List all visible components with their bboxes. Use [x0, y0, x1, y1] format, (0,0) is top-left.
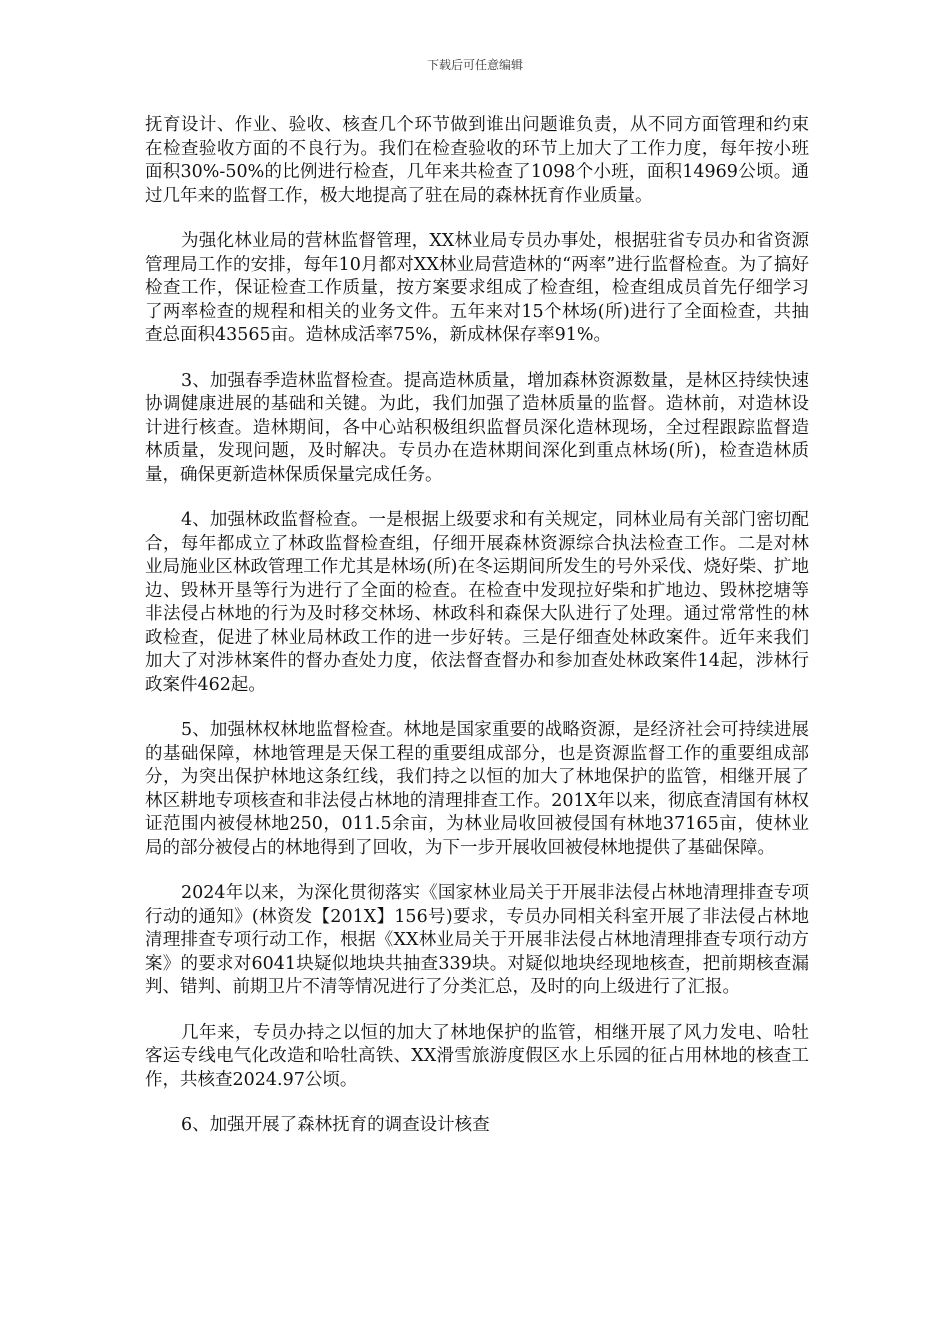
- paragraph-2: 为强化林业局的营林监督管理，XX林业局专员办事处，根据驻省专员办和省资源管理局工作的安排，每年10月都对XX林业局营造林的“两率”进行监督检查。为了搞好检查工作，保证检查工作质量，按方案要求组成了检查组，检查组成员首先仔细学习了两率检查的规程和相关的业务文件。五年来对15个林场(所)进行了全面检查，共抽查总面积43565亩。造林成活率75%，新成林保存率91%。: [145, 231, 809, 345]
- paragraph-1: 抚育设计、作业、验收、核查几个环节做到谁出问题谁负责，从不同方面管理和约束在检查验收方面的不良行为。我们在检查验收的环节上加大了工作力度，每年按小班面积30%-50%的比例进行检查，几年来共检查了1098个小班，面积14969公顷。通过几年来的监督工作，极大地提高了驻在局的森林抚育作业质量。: [145, 115, 809, 206]
- paragraph-5: 5、加强林权林地监督检查。林地是国家重要的战略资源，是经济社会可持续进展的基础保障，林地管理是天保工程的重要组成部分，也是资源监督工作的重要组成部分，为突出保护林地这条红线，我们持之以恒的加大了林地保护的监管，相继开展了林区耕地专项核查和非法侵占林地的清理排查工作。201X年以来，彻底查清国有林权证范围内被侵林地250，011.5余亩，为林业局收回被侵国有林地37165亩，使林业局的部分被侵占的林地得到了回收，为下一步开展收回被侵林地提供了基础保障。: [145, 720, 809, 858]
- paragraph-8: 6、加强开展了森林抚育的调查设计核查: [181, 1115, 490, 1135]
- paragraph-6: 2024年以来，为深化贯彻落实《国家林业局关于开展非法侵占林地清理排查专项行动的通知》(林资发【201X】156号)要求，专员办同相关科室开展了非法侵占林地清理排查专项行动工作，根据《XX林业局关于开展非法侵占林地清理排查专项行动方案》的要求对6041块疑似地块共抽查339块。对疑似地块经现地核查，把前期核查漏判、错判、前期卫片不清等情况进行了分类汇总，及时的向上级进行了汇报。: [145, 883, 809, 997]
- paragraph-4: 4、加强林政监督检查。一是根据上级要求和有关规定，同林业局有关部门密切配合，每年都成立了林政监督检查组，仔细开展森林资源综合执法检查工作。二是对林业局施业区林政管理工作尤其是林场(所)在冬运期间所发生的号外采伐、烧好柴、扩地边、毁林开垦等行为进行了全面的检查。在检查中发现拉好柴和扩地边、毁林挖塘等非法侵占林地的行为及时移交林场、林政科和森保大队进行了处理。通过常常性的林政检查，促进了林业局林政工作的进一步好转。三是仔细查处林政案件。近年来我们加大了对涉林案件的督办查处力度，依法督查督办和参加查处林政案件14起，涉林行政案件462起。: [145, 510, 809, 695]
- document-body: [145, 114, 809, 1160]
- paragraph-7: 几年来，专员办持之以恒的加大了林地保护的监管，相继开展了风力发电、哈牡客运专线电气化改造和哈牡高铁、XX滑雪旅游度假区水上乐园的征占用林地的核查工作，共核查2024.97公顷。: [145, 1022, 809, 1090]
- paragraph-3: 3、加强春季造林监督检查。提高造林质量，增加森林资源数量，是林区持续快速协调健康进展的基础和关键。为此，我们加强了造林质量的监督。造林前，对造林设计进行核查。造林期间，各中心站积极组织监督员深化造林现场，全过程跟踪监督造林质量，发现问题，及时解决。专员办在造林期间深化到重点林场(所)，检查造林质量，确保更新造林保质保量完成任务。: [145, 370, 809, 485]
- page-header: 下载后可任意编辑: [426, 58, 523, 72]
